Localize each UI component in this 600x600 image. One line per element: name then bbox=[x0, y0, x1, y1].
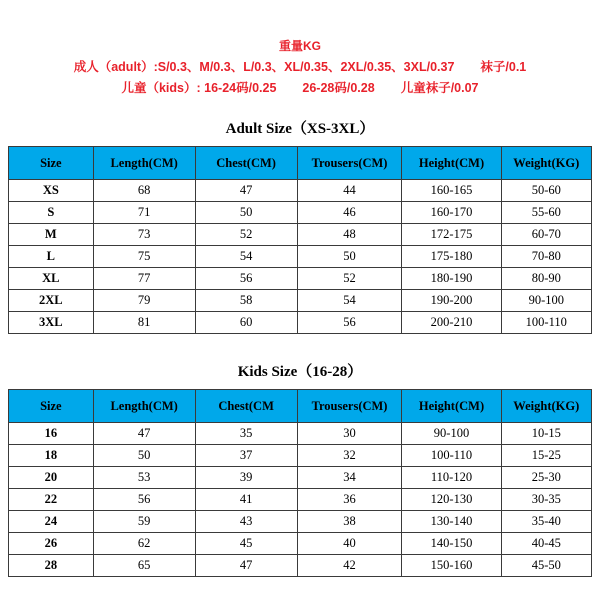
cell-trousers: 36 bbox=[297, 489, 402, 511]
cell-size: M bbox=[9, 224, 94, 246]
cell-trousers: 46 bbox=[297, 202, 402, 224]
cell-length: 81 bbox=[93, 312, 195, 334]
adult-col-trousers: Trousers(CM) bbox=[297, 147, 402, 180]
kids-header-row bbox=[9, 390, 592, 423]
cell-weight: 55-60 bbox=[501, 202, 591, 224]
table-row bbox=[9, 533, 592, 555]
cell-chest: 43 bbox=[195, 511, 297, 533]
table-row bbox=[9, 555, 592, 577]
cell-length: 71 bbox=[93, 202, 195, 224]
cell-trousers: 56 bbox=[297, 312, 402, 334]
cell-weight: 15-25 bbox=[501, 445, 591, 467]
cell-size: 16 bbox=[9, 423, 94, 445]
cell-weight: 90-100 bbox=[501, 290, 591, 312]
cell-weight: 25-30 bbox=[501, 467, 591, 489]
cell-length: 59 bbox=[93, 511, 195, 533]
cell-trousers: 42 bbox=[297, 555, 402, 577]
cell-length: 79 bbox=[93, 290, 195, 312]
cell-size: XS bbox=[9, 180, 94, 202]
cell-height: 160-165 bbox=[402, 180, 501, 202]
cell-chest: 50 bbox=[195, 202, 297, 224]
cell-height: 110-120 bbox=[402, 467, 501, 489]
cell-size: 22 bbox=[9, 489, 94, 511]
cell-height: 140-150 bbox=[402, 533, 501, 555]
cell-trousers: 38 bbox=[297, 511, 402, 533]
cell-size: 26 bbox=[9, 533, 94, 555]
adult-weight-note-text: 成人（adult）:S/0.3、M/0.3、L/0.3、XL/0.35、2XL/0.35、3XL/0.37 bbox=[73, 60, 455, 74]
cell-size: L bbox=[9, 246, 94, 268]
adult-header-row bbox=[9, 147, 592, 180]
section-gap bbox=[0, 334, 600, 348]
cell-length: 68 bbox=[93, 180, 195, 202]
table-row bbox=[9, 445, 592, 467]
cell-chest: 39 bbox=[195, 467, 297, 489]
cell-weight: 10-15 bbox=[501, 423, 591, 445]
cell-length: 77 bbox=[93, 268, 195, 290]
cell-chest: 60 bbox=[195, 312, 297, 334]
adult-col-size: Size bbox=[9, 147, 94, 180]
cell-height: 180-190 bbox=[402, 268, 501, 290]
adult-size-title: Adult Size（XS-3XL） bbox=[225, 121, 375, 137]
table-row bbox=[9, 423, 592, 445]
weight-note-title: 重量KG bbox=[278, 39, 321, 53]
cell-length: 62 bbox=[93, 533, 195, 555]
kids-socks-weight-note-text: 儿童袜子/0.07 bbox=[400, 81, 479, 95]
adult-col-length: Length(CM) bbox=[93, 147, 195, 180]
cell-size: 28 bbox=[9, 555, 94, 577]
kids-size-table bbox=[8, 389, 592, 577]
cell-length: 47 bbox=[93, 423, 195, 445]
table-row bbox=[9, 312, 592, 334]
cell-size: S bbox=[9, 202, 94, 224]
cell-height: 120-130 bbox=[402, 489, 501, 511]
adult-size-table bbox=[8, 146, 592, 334]
cell-chest: 58 bbox=[195, 290, 297, 312]
adult-col-weight: Weight(KG) bbox=[501, 147, 591, 180]
cell-height: 150-160 bbox=[402, 555, 501, 577]
kids-col-weight: Weight(KG) bbox=[501, 390, 591, 423]
cell-trousers: 30 bbox=[297, 423, 402, 445]
cell-chest: 54 bbox=[195, 246, 297, 268]
cell-weight: 40-45 bbox=[501, 533, 591, 555]
kids-col-size: Size bbox=[9, 390, 94, 423]
cell-weight: 30-35 bbox=[501, 489, 591, 511]
table-row bbox=[9, 268, 592, 290]
cell-height: 190-200 bbox=[402, 290, 501, 312]
kids-weight-note-text-2: 26-28码/0.28 bbox=[302, 81, 375, 95]
cell-length: 53 bbox=[93, 467, 195, 489]
cell-trousers: 52 bbox=[297, 268, 402, 290]
cell-chest: 52 bbox=[195, 224, 297, 246]
cell-size: XL bbox=[9, 268, 94, 290]
cell-trousers: 44 bbox=[297, 180, 402, 202]
cell-length: 56 bbox=[93, 489, 195, 511]
adult-col-height: Height(CM) bbox=[402, 147, 501, 180]
cell-size: 3XL bbox=[9, 312, 94, 334]
table-row bbox=[9, 202, 592, 224]
table-row bbox=[9, 467, 592, 489]
cell-length: 65 bbox=[93, 555, 195, 577]
cell-height: 200-210 bbox=[402, 312, 501, 334]
cell-chest: 41 bbox=[195, 489, 297, 511]
cell-trousers: 54 bbox=[297, 290, 402, 312]
cell-size: 2XL bbox=[9, 290, 94, 312]
cell-size: 18 bbox=[9, 445, 94, 467]
cell-length: 73 bbox=[93, 224, 195, 246]
table-row bbox=[9, 246, 592, 268]
cell-weight: 35-40 bbox=[501, 511, 591, 533]
kids-col-chest: Chest(CM bbox=[195, 390, 297, 423]
cell-height: 172-175 bbox=[402, 224, 501, 246]
adult-weight-note bbox=[10, 57, 590, 78]
cell-trousers: 34 bbox=[297, 467, 402, 489]
cell-chest: 47 bbox=[195, 180, 297, 202]
cell-trousers: 50 bbox=[297, 246, 402, 268]
cell-chest: 35 bbox=[195, 423, 297, 445]
cell-trousers: 48 bbox=[297, 224, 402, 246]
cell-size: 20 bbox=[9, 467, 94, 489]
bottom-padding bbox=[0, 577, 600, 587]
cell-weight: 50-60 bbox=[501, 180, 591, 202]
kids-weight-note bbox=[10, 78, 590, 99]
cell-chest: 47 bbox=[195, 555, 297, 577]
table-row bbox=[9, 511, 592, 533]
cell-height: 90-100 bbox=[402, 423, 501, 445]
cell-weight: 80-90 bbox=[501, 268, 591, 290]
cell-weight: 60-70 bbox=[501, 224, 591, 246]
cell-height: 100-110 bbox=[402, 445, 501, 467]
cell-length: 75 bbox=[93, 246, 195, 268]
cell-length: 50 bbox=[93, 445, 195, 467]
cell-height: 130-140 bbox=[402, 511, 501, 533]
kids-weight-note-text: 儿童（kids）: 16-24码/0.25 bbox=[121, 81, 277, 95]
kids-size-title: Kids Size（16-28） bbox=[237, 364, 363, 380]
kids-table-head bbox=[9, 390, 592, 423]
cell-height: 175-180 bbox=[402, 246, 501, 268]
adult-col-chest: Chest(CM) bbox=[195, 147, 297, 180]
table-row bbox=[9, 224, 592, 246]
adult-table-body bbox=[9, 180, 592, 334]
weight-notes bbox=[0, 0, 600, 105]
cell-weight: 45-50 bbox=[501, 555, 591, 577]
kids-col-length: Length(CM) bbox=[93, 390, 195, 423]
cell-trousers: 32 bbox=[297, 445, 402, 467]
table-row bbox=[9, 180, 592, 202]
cell-weight: 100-110 bbox=[501, 312, 591, 334]
cell-height: 160-170 bbox=[402, 202, 501, 224]
adult-table-head bbox=[9, 147, 592, 180]
cell-chest: 56 bbox=[195, 268, 297, 290]
kids-col-height: Height(CM) bbox=[402, 390, 501, 423]
cell-trousers: 40 bbox=[297, 533, 402, 555]
cell-chest: 45 bbox=[195, 533, 297, 555]
socks-weight-note-text: 袜子/0.1 bbox=[480, 60, 527, 74]
kids-col-trousers: Trousers(CM) bbox=[297, 390, 402, 423]
table-row bbox=[9, 290, 592, 312]
kids-table-body bbox=[9, 423, 592, 577]
cell-weight: 70-80 bbox=[501, 246, 591, 268]
cell-size: 24 bbox=[9, 511, 94, 533]
table-row bbox=[9, 489, 592, 511]
cell-chest: 37 bbox=[195, 445, 297, 467]
